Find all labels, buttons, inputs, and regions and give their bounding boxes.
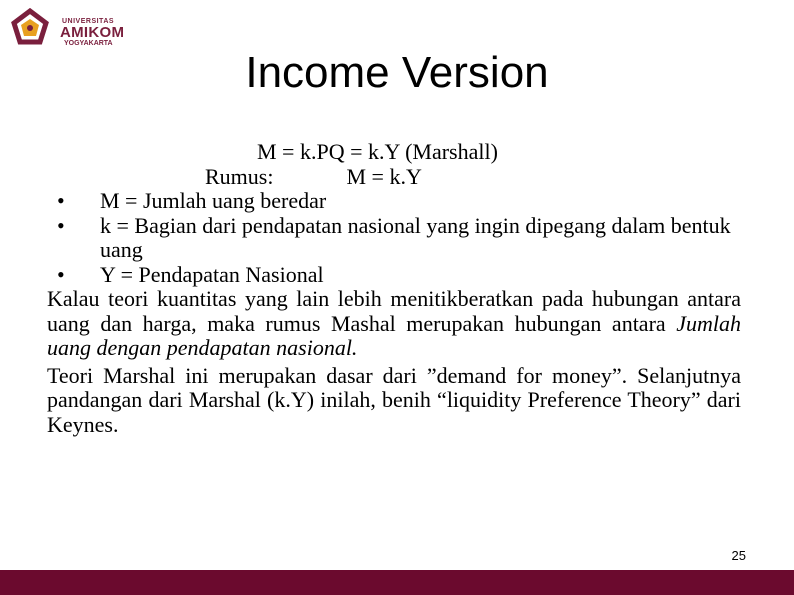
bullet-mark: •	[57, 188, 65, 213]
paragraph-italic-text: Jumlah uang dengan pendapatan nasional.	[47, 310, 741, 360]
rumus-formula: M = k.Y	[346, 163, 422, 189]
logo-wordmark	[60, 18, 125, 47]
university-logo	[8, 8, 125, 48]
slide-body	[47, 140, 741, 437]
slide-title: Income Version	[245, 48, 549, 97]
footer-bar	[0, 570, 794, 595]
formula-rumus	[47, 165, 741, 190]
bullet-item-k	[47, 214, 741, 263]
bullet-text: k = Bagian dari pendapatan nasional yang ingin dipegang dalam bentuk uang	[100, 212, 731, 262]
paragraph-kuantitas	[47, 287, 741, 361]
paragraph-text: Kalau teori kuantitas yang lain lebih menitikberatkan pada hubungan antara uang dan harga, maka rumus Mashal merupakan hubungan antara	[47, 286, 741, 336]
bullet-mark: •	[57, 261, 65, 287]
bullet-text: Y = Pendapatan Nasional	[100, 261, 324, 287]
page-number: 25	[731, 548, 746, 563]
logo-line-yogyakarta: YOGYAKARTA	[64, 40, 113, 47]
bullet-item-y	[47, 263, 741, 288]
logo-line-universitas: UNIVERSITAS	[62, 18, 115, 25]
rumus-label: Rumus:	[205, 163, 274, 189]
bullet-mark: •	[57, 212, 65, 238]
paragraph-marshal: Teori Marshal ini merupakan dasar dari ”demand for money”. Selanjutnya pandangan dari Marshal (k.Y) inilah, benih “liquidity Preference Theory” dari Keynes.	[47, 362, 741, 437]
logo-line-amikom: AMIKOM	[60, 24, 125, 41]
formula-marshall: M = k.PQ = k.Y (Marshall)	[257, 139, 498, 164]
amikom-emblem-icon	[8, 8, 52, 48]
bullet-item-m	[47, 189, 741, 214]
bullet-text: M = Jumlah uang beredar	[100, 188, 327, 213]
